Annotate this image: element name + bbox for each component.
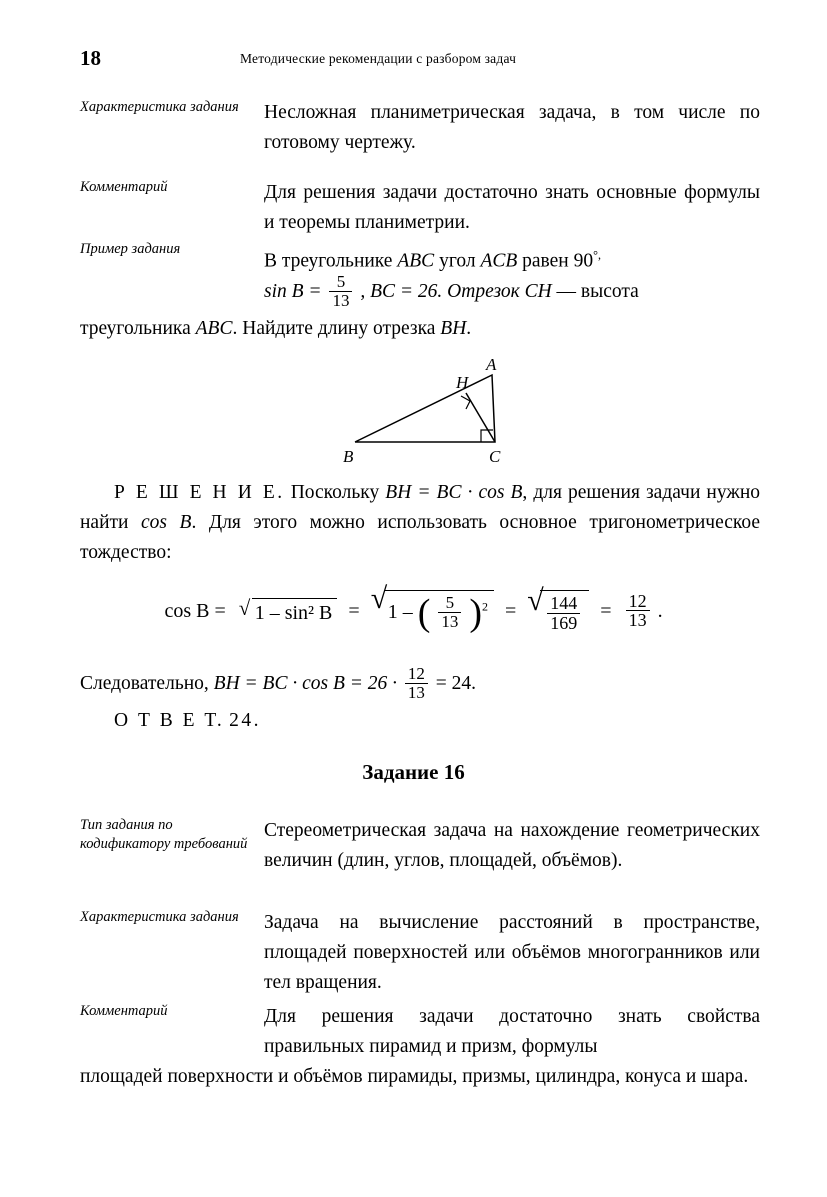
segment-bh: BH	[440, 318, 467, 339]
bc-value: , BC = 26. Отрезок	[360, 280, 520, 302]
exponent-2: 2	[482, 599, 488, 614]
sqrt-2-radicand	[384, 590, 494, 636]
row-label: Характеристика задания	[80, 99, 239, 115]
fraction-5-13	[329, 273, 352, 310]
fraction-numerator: 5	[336, 272, 346, 291]
formula-lhs: cos B =	[164, 600, 226, 623]
fraction-numerator: 144	[550, 593, 578, 613]
solution-paragraph	[80, 478, 760, 568]
fraction-144-169	[547, 594, 580, 633]
solution-formula-b: cos B	[141, 512, 192, 533]
solution-text-c: . Для этого можно использовать основное тригонометрическое тождество:	[80, 512, 761, 563]
label-C: C	[489, 447, 501, 466]
formula-period: .	[657, 600, 663, 623]
label-A: A	[486, 355, 497, 374]
row-text: Для решения задачи достаточно знать основные формулы и теоремы планиметрии.	[264, 182, 760, 233]
solution-formula-a: BH = BC · cos B	[385, 482, 523, 503]
example-abc-2: ABC	[195, 318, 233, 339]
example-line-2	[264, 274, 764, 311]
row-label: Комментарий	[80, 179, 168, 195]
row-label: Пример задания	[80, 241, 181, 257]
page-number: 18	[80, 46, 101, 70]
formula-eq-2: =	[505, 600, 517, 623]
example-text-e: равен	[522, 250, 569, 272]
sqrt-2	[370, 582, 494, 636]
left-paren: (	[417, 592, 431, 635]
fraction-numerator: 12	[407, 664, 425, 683]
fraction-denominator: 13	[626, 610, 650, 630]
answer-value: 24.	[229, 710, 261, 731]
row-label: Характеристика задания	[80, 909, 239, 925]
row-text: Для решения задачи достаточно знать свойства правильных пирамид и призм, формулы	[264, 1006, 760, 1057]
conclusion-formula-b: = 24.	[435, 672, 477, 694]
conclusion-text: Следовательно,	[80, 672, 209, 694]
label-B: B	[343, 447, 354, 466]
example-text-find: . Найдите длину отрезка	[232, 318, 436, 339]
row-text: Несложная планиметрическая задача, в том числе по готовому чертежу.	[264, 102, 760, 153]
fraction-denominator: 169	[547, 613, 580, 633]
example-value-90: 90	[573, 250, 594, 272]
degree-sign: °,	[593, 248, 601, 262]
example-period: .	[466, 318, 472, 339]
solution-text-b: , для решения задачи нужно найти	[80, 482, 761, 533]
task16-tail-text: площадей поверхности и объёмов пирамиды, призмы, цилиндра, конуса и шара.	[80, 1066, 749, 1087]
fraction-12-13-result	[626, 592, 650, 631]
radical-sign-icon: √	[370, 582, 388, 616]
example-abc-1: ABC	[397, 250, 435, 272]
triangle-svg	[0, 352, 827, 472]
radical-sign-icon: √	[238, 596, 251, 621]
fraction-denominator: 13	[438, 612, 461, 631]
answer-line	[80, 710, 760, 732]
sqrt-1	[239, 596, 338, 627]
page-header	[80, 46, 760, 72]
example-acb: ACB	[480, 250, 518, 272]
solution-keyword: Р Е Ш Е Н И Е.	[114, 482, 285, 503]
solution-text-a: Поскольку	[290, 482, 380, 503]
sqrt-3	[527, 584, 589, 636]
row-label: Тип задания по кодификатору требований	[80, 817, 248, 852]
example-tail: — высота	[556, 280, 639, 302]
fraction-12-13-conclusion	[405, 665, 428, 702]
fraction-5-13-sq	[438, 594, 461, 631]
row-label: Комментарий	[80, 1003, 168, 1019]
answer-label: О Т В Е Т.	[114, 710, 225, 731]
sin-b: sin B =	[264, 280, 322, 302]
running-title: Методические рекомендации с разбором задач	[240, 51, 517, 66]
fraction-denominator: 13	[405, 683, 428, 702]
sqrt-3-radicand	[540, 590, 589, 636]
example-line-3	[80, 314, 760, 344]
right-paren: )	[469, 592, 482, 635]
conclusion-paragraph	[80, 666, 760, 703]
radical-sign-icon: √	[527, 584, 544, 617]
fraction-numerator: 12	[628, 590, 647, 611]
sqrt-1-radicand: 1 – sin² B	[252, 598, 338, 627]
sqrt-2-lead: 1 –	[387, 600, 413, 623]
formula-eq-1: =	[348, 600, 360, 623]
fraction-numerator: 5	[445, 593, 455, 613]
example-text-a: В треугольнике	[264, 250, 393, 272]
example-text-c: угол	[439, 250, 476, 272]
label-H: H	[456, 373, 469, 392]
formula-eq-3: =	[600, 600, 612, 623]
row-text: Стереометрическая задача на нахождение геометрических величин (длин, углов, площадей, объёмов).	[264, 820, 760, 871]
paren-fraction	[417, 592, 488, 635]
example-text-triangle: треугольника	[80, 318, 191, 339]
row-text: Задача на вычисление расстояний в пространстве, площадей поверхностей или объёмов многогранников или тел вращения.	[264, 912, 760, 993]
conclusion-formula-a: BH = BC · cos B = 26 ·	[213, 672, 398, 694]
section-heading-task16: Задание 16	[362, 760, 465, 784]
display-formula	[0, 582, 827, 636]
segment-ch: CH	[524, 280, 552, 302]
triangle-figure	[0, 352, 827, 472]
fraction-denominator: 13	[329, 291, 352, 310]
